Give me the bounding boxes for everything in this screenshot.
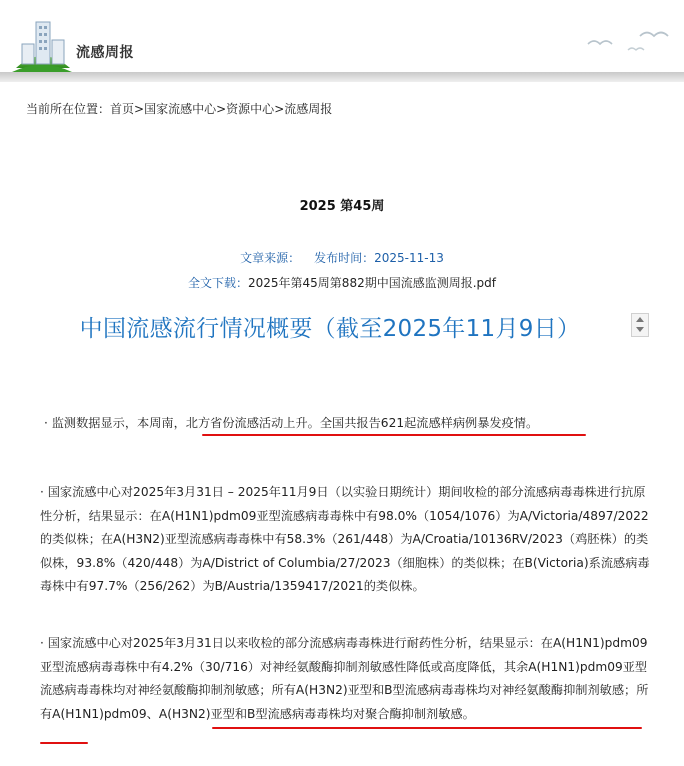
highlight-underline <box>40 742 88 744</box>
breadcrumb-item-home[interactable]: 首页 <box>110 102 135 116</box>
header-divider-strip <box>0 72 684 82</box>
source-label: 文章来源： <box>240 251 301 265</box>
building-globe-logo-icon[interactable] <box>12 14 72 78</box>
highlight-underline <box>212 727 642 729</box>
main-heading: 中国流感流行情况概要（截至2025年11月9日） <box>79 316 581 342</box>
site-header <box>0 0 684 84</box>
site-title: 流感周报 <box>76 45 134 61</box>
chevron-up-icon[interactable] <box>636 317 644 322</box>
download-line <box>0 274 684 291</box>
publish-label: 发布时间： <box>314 251 375 265</box>
breadcrumb-item-resource-center[interactable]: 资源中心 <box>226 102 275 116</box>
chevron-down-icon[interactable] <box>636 327 644 332</box>
summary-paragraph-antigenic: · 国家流感中心对2025年3月31日 – 2025年11月9日（以实验日期统计）期间收检的部分流感病毒毒株进行抗原性分析，结果显示：在A(H1N1)pdm09亚型流感病毒毒株中有98.0%（1054/1076）为A/Victoria/4897/2022的类似株；在A(H3N2)亚型流感病毒毒株中有58.3%（261/448）为A/Croatia/10136RV/2023（鸡胚株）的类似株，93.8%（420/448）为A/District of Columbia/27/2023（细胞株）的类似株；在B(Victoria)系流感病毒毒株中有97.7%（256/262）为B/Austria/1359417/2021的类似株。 <box>40 485 650 593</box>
summary-paragraph-resistance: · 国家流感中心对2025年3月31日以来收检的部分流感病毒毒株进行耐药性分析，结果显示：在A(H1N1)pdm09亚型流感病毒毒株中有4.2%（30/716）对神经氨酸酶抑制剂敏感性降低或高度降低，其余A(H1N1)pdm09亚型流感病毒毒株均对神经氨酸酶抑制剂敏感；所有A(H3N2)亚型和B型流感病毒毒株均对神经氨酸酶抑制剂敏感；所有A(H1N1)pdm09、A(H3N2)亚型和B型流感病毒毒株均对聚合酶抑制剂敏感。 <box>40 636 649 721</box>
scroll-stepper[interactable] <box>631 313 649 337</box>
breadcrumb-item-weekly-report[interactable]: 流感周报 <box>284 102 333 116</box>
download-file-link[interactable]: 2025年第45周第882期中国流感监测周报.pdf <box>248 276 496 290</box>
publish-date: 2025-11-13 <box>374 251 444 265</box>
article-week-title: 2025 第45周 <box>299 199 385 214</box>
summary-paragraph-activity: · 监测数据显示，本周南，北方省份流感活动上升。全国共报告621起流感样病例暴发疫情。 <box>44 416 539 430</box>
highlight-underline <box>202 434 586 436</box>
breadcrumb-separator: > <box>274 102 285 116</box>
flying-birds-icon <box>580 22 684 62</box>
breadcrumb-separator: > <box>216 102 227 116</box>
download-label: 全文下载： <box>187 276 248 290</box>
breadcrumb-separator: > <box>134 102 145 116</box>
article-meta <box>0 249 684 266</box>
breadcrumb-item-national-influenza-center[interactable]: 国家流感中心 <box>144 102 217 116</box>
breadcrumb-prefix: 当前所在位置： <box>26 102 111 116</box>
breadcrumb <box>26 100 332 117</box>
